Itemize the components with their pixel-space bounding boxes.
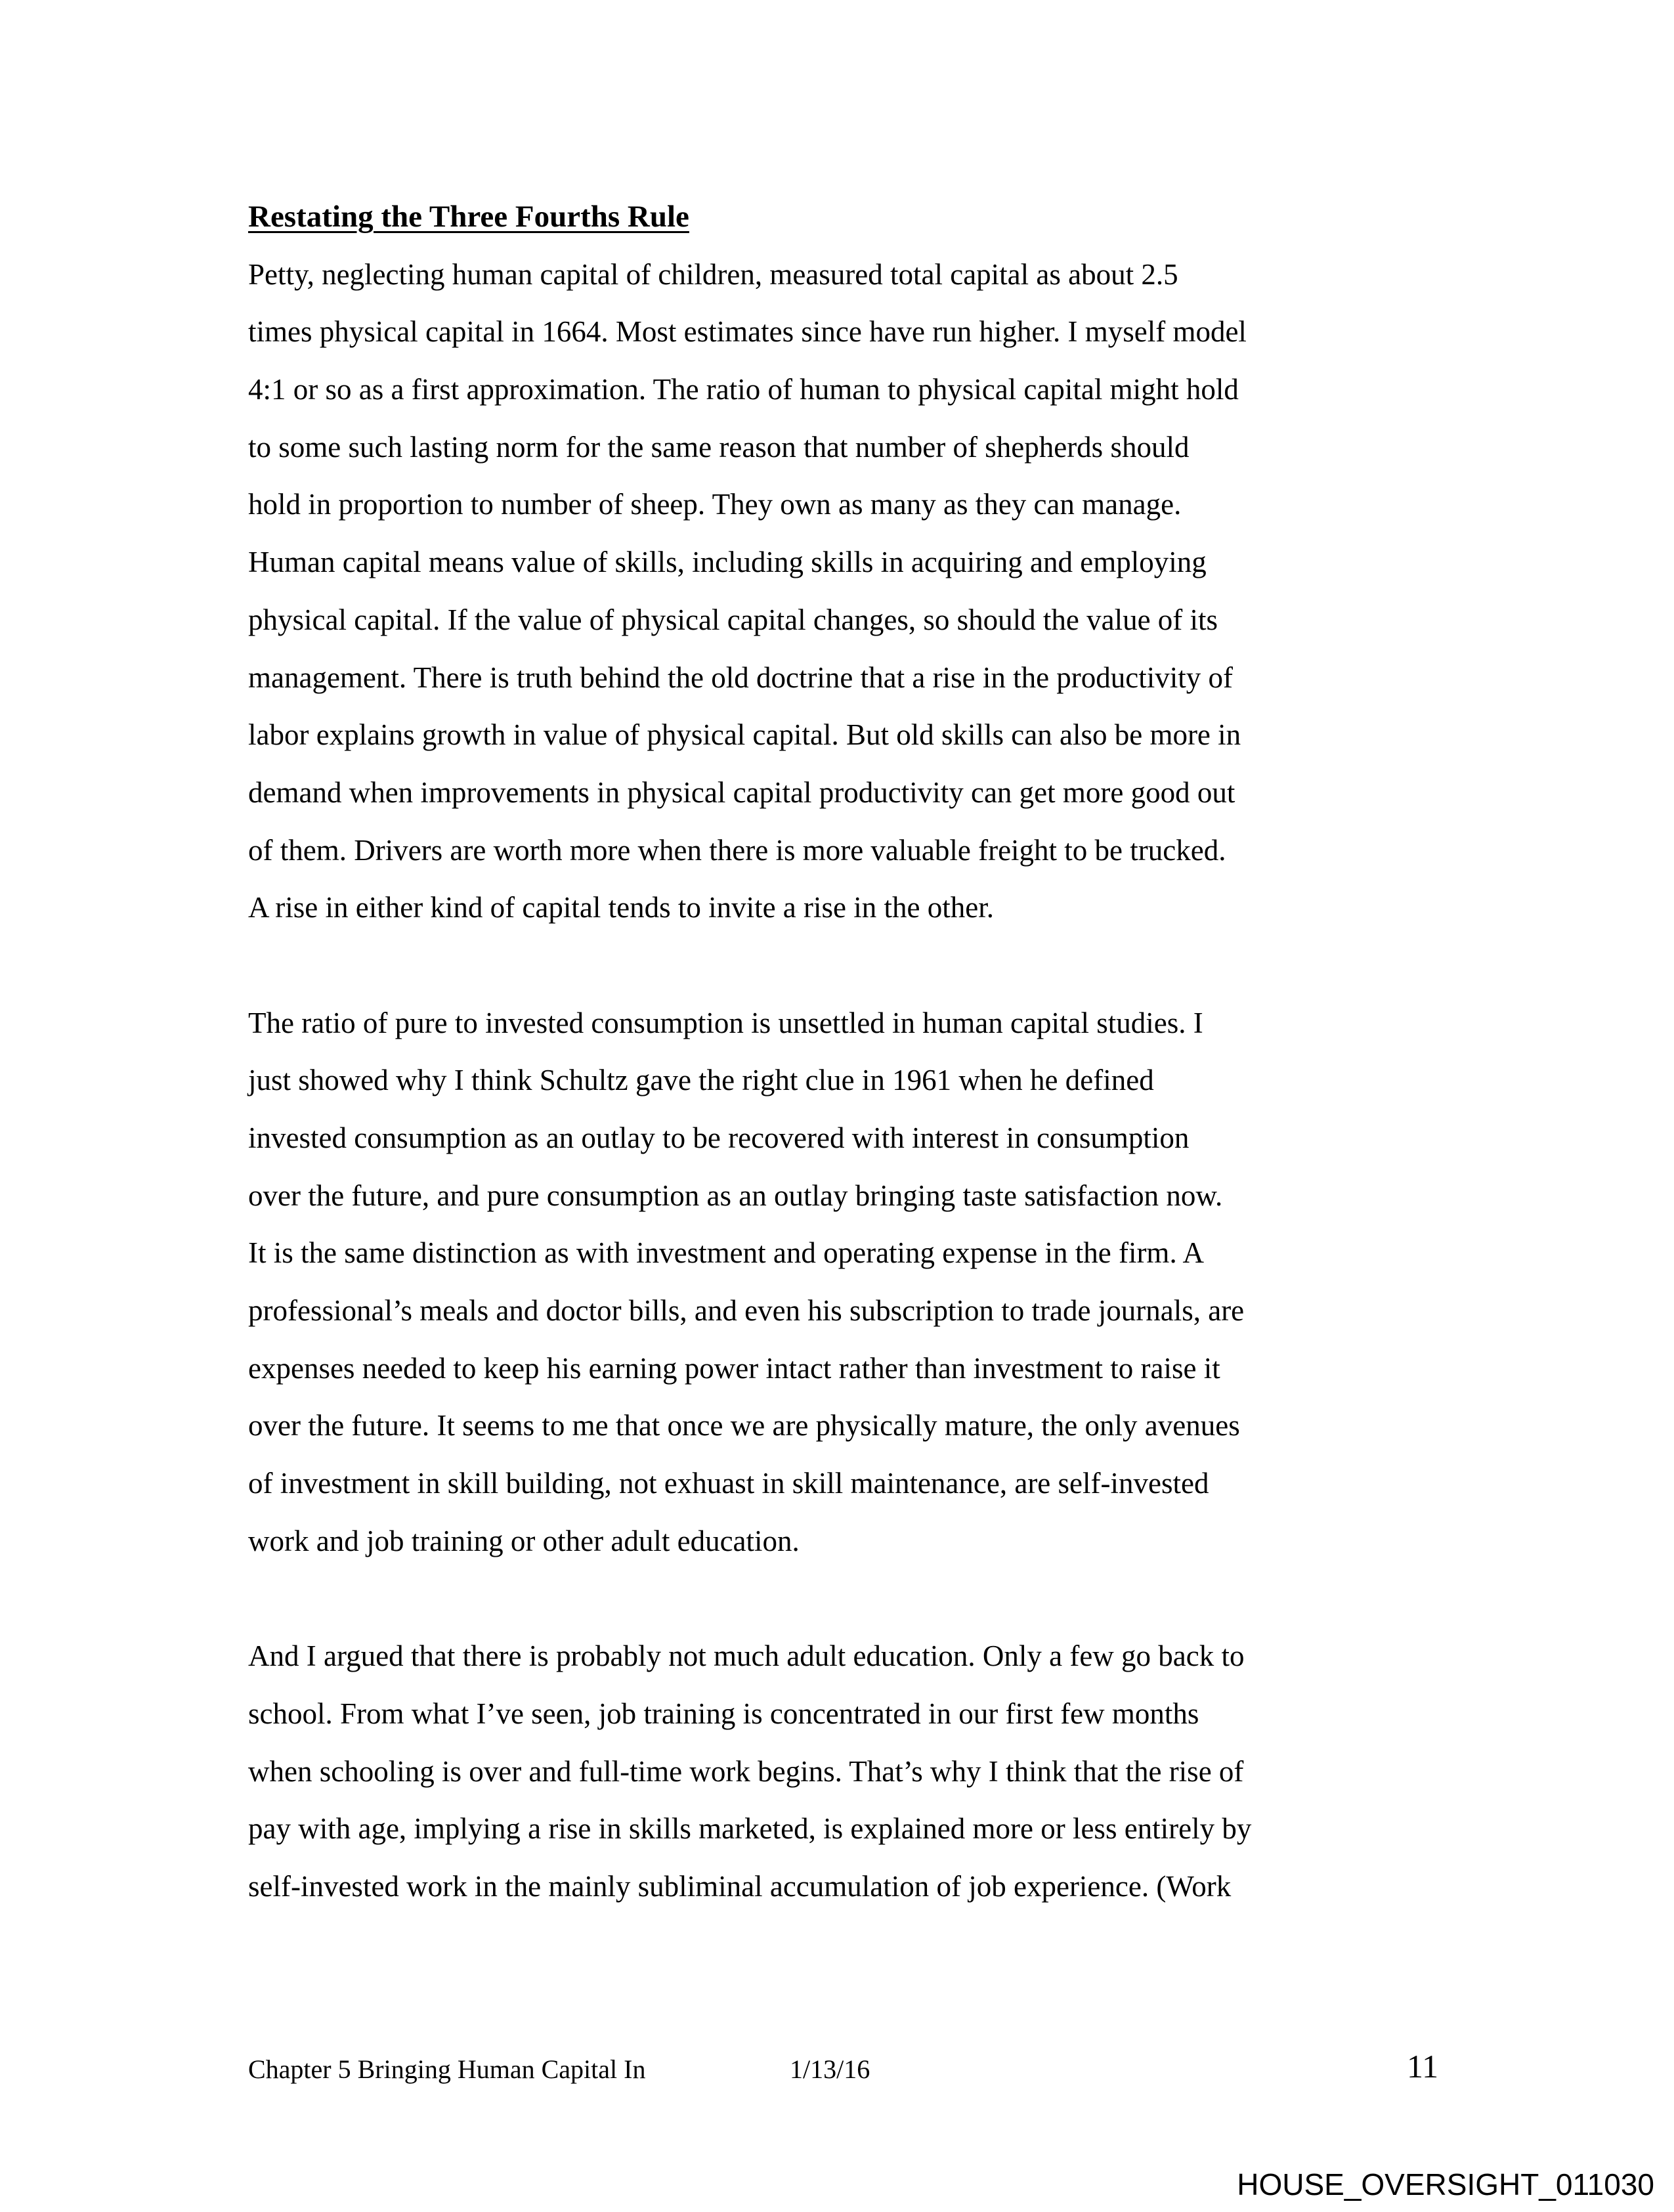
section-heading: Restating the Three Fourths Rule — [248, 200, 689, 234]
paragraph-1 — [248, 246, 1594, 937]
text-line: over the future, and pure consumption as an outlay bringing taste satisfaction now. — [248, 1179, 1223, 1212]
text-line: labor explains growth in value of physical capital. But old skills can also be more in — [248, 718, 1241, 752]
text-line: invested consumption as an outlay to be recovered with interest in consumption — [248, 1121, 1190, 1154]
text-line: pay with age, implying a rise in skills marketed, is explained more or less entirely by — [248, 1812, 1252, 1846]
paragraph-3 — [248, 1628, 1594, 1915]
text-line: self-invested work in the mainly subliminal accumulation of job experience. (Work — [248, 1869, 1232, 1903]
text-line: The ratio of pure to invested consumption is unsettled in human capital studies. I — [248, 1006, 1203, 1039]
text-line: A rise in either kind of capital tends to invite a rise in the other. — [248, 891, 994, 924]
text-line: hold in proportion to number of sheep. They own as many as they can manage. — [248, 488, 1182, 521]
text-line: over the future. It seems to me that once we are physically mature, the only avenues — [248, 1409, 1240, 1442]
text-line: Human capital means value of skills, including skills in acquiring and employing — [248, 546, 1207, 579]
footer-page-number: 11 — [1407, 2048, 1439, 2085]
text-line: expenses needed to keep his earning power intact rather than investment to raise it — [248, 1351, 1220, 1385]
text-line: And I argued that there is probably not much adult education. Only a few go back to — [248, 1639, 1245, 1673]
text-line: when schooling is over and full-time work begins. That’s why I think that the rise of — [248, 1754, 1244, 1788]
text-line: Petty, neglecting human capital of children, measured total capital as about 2.5 — [248, 257, 1178, 291]
bates-stamp: HOUSE_OVERSIGHT_011030 — [1237, 2167, 1654, 2201]
text-line: just showed why I think Schultz gave the right clue in 1961 when he defined — [248, 1064, 1154, 1097]
text-line: physical capital. If the value of physical capital changes, so should the value of its — [248, 603, 1218, 636]
text-line: work and job training or other adult education. — [248, 1524, 800, 1557]
text-line: management. There is truth behind the old doctrine that a rise in the productivity of — [248, 661, 1234, 694]
text-line: school. From what I’ve seen, job training is concentrated in our first few months — [248, 1697, 1199, 1730]
text-line: times physical capital in 1664. Most estimates since have run higher. I myself model — [248, 315, 1247, 349]
text-line: demand when improvements in physical capital productivity can get more good out — [248, 775, 1235, 809]
footer-date: 1/13/16 — [790, 2054, 870, 2084]
text-line: professional’s meals and doctor bills, and even his subscription to trade journals, are — [248, 1294, 1245, 1328]
text-line: to some such lasting norm for the same reason that number of shepherds should — [248, 430, 1190, 464]
footer-chapter-title: Chapter 5 Bringing Human Capital In — [248, 2054, 646, 2084]
text-line: 4:1 or so as a first approximation. The ratio of human to physical capital might hold — [248, 373, 1239, 406]
paragraph-2 — [248, 995, 1594, 1571]
text-block — [248, 188, 1594, 1916]
text-line: of investment in skill building, not exhuast in skill maintenance, are self-invested — [248, 1467, 1209, 1500]
text-line: of them. Drivers are worth more when there is more valuable freight to be trucked. — [248, 833, 1226, 867]
text-line: It is the same distinction as with investment and operating expense in the firm. A — [248, 1236, 1204, 1270]
